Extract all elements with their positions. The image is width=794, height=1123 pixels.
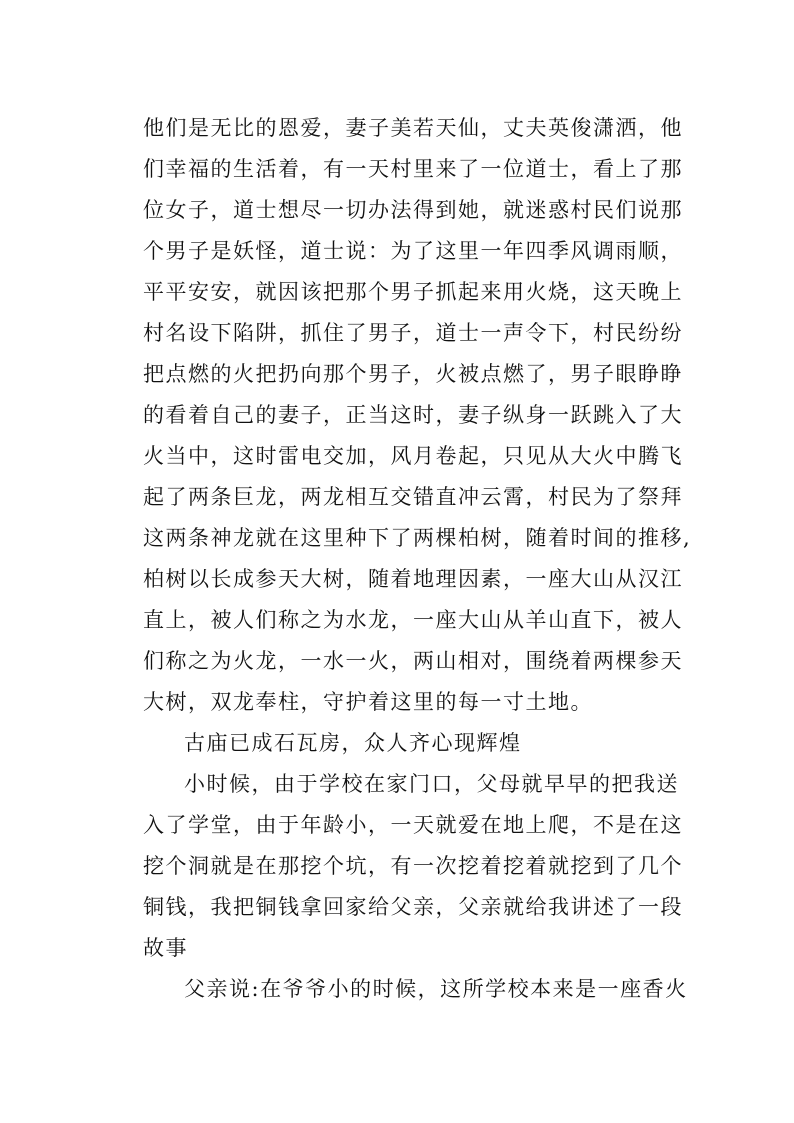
text-line: 的看着自己的妻子，正当这时，妻子纵身一跃跳入了大 (143, 403, 683, 427)
text-line: 这两条神龙就在这里种下了两棵柏树，随着时间的推移, (143, 526, 692, 550)
text-line: 他们是无比的恩爱，妻子美若天仙，丈夫英俊潇洒，他 (143, 116, 683, 140)
text-line: 火当中，这时雷电交加，风月卷起，只见从大火中腾飞 (143, 444, 683, 468)
text-line: 入了学堂，由于年龄小，一天就爱在地上爬，不是在这 (143, 813, 683, 837)
text-line: 平平安安，就因该把那个男子抓起来用火烧，这天晚上 (143, 280, 683, 304)
section-heading: 古庙已成石瓦房，众人齐心现辉煌 (184, 731, 522, 755)
text-line: 大树，双龙奉柱，守护着这里的每一寸土地。 (143, 690, 593, 714)
paragraph-start-line: 父亲说:在爷爷小的时候，这所学校本来是一座香火 (184, 977, 688, 1001)
text-line: 把点燃的火把扔向那个男子，火被点燃了，男子眼睁睁 (143, 362, 683, 386)
text-line: 们称之为火龙，一水一火，两山相对，围绕着两棵参天 (143, 649, 683, 673)
text-line: 村名设下陷阱，抓住了男子，道士一声令下，村民纷纷 (143, 321, 683, 345)
text-line: 铜钱，我把铜钱拿回家给父亲，父亲就给我讲述了一段 (143, 895, 683, 919)
text-line: 故事 (143, 936, 188, 960)
text-line: 挖个洞就是在那挖个坑，有一次挖着挖着就挖到了几个 (143, 854, 683, 878)
text-line: 柏树以长成参天大树，随着地理因素，一座大山从汉江 (143, 567, 683, 591)
text-line: 们幸福的生活着，有一天村里来了一位道士，看上了那 (143, 157, 683, 181)
text-line: 起了两条巨龙，两龙相互交错直冲云霄，村民为了祭拜 (143, 485, 683, 509)
text-line: 个男子是妖怪，道士说：为了这里一年四季风调雨顺， (143, 239, 683, 263)
text-line: 位女子，道士想尽一切办法得到她，就迷惑村民们说那 (143, 198, 683, 222)
paragraph-start-line: 小时候，由于学校在家门口，父母就早早的把我送 (184, 772, 679, 796)
text-line: 直上，被人们称之为水龙，一座大山从羊山直下，被人 (143, 608, 683, 632)
